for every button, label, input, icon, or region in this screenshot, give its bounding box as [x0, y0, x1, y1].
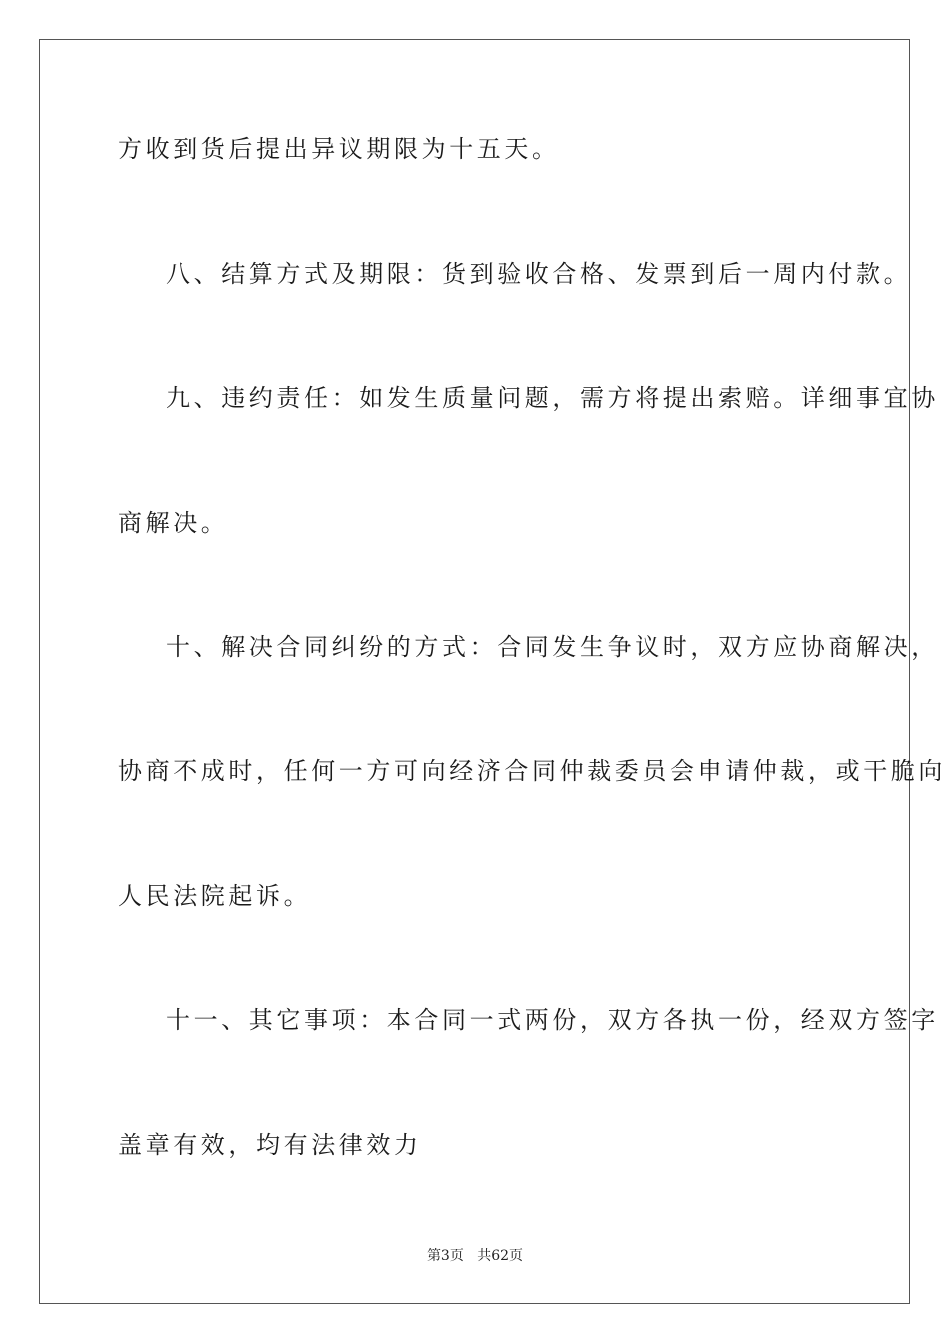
clause-10-line-1: 十、解决合同纠纷的方式：合同发生争议时，双方应协商解决，: [166, 633, 939, 661]
clause-11-line-1: 十一、其它事项：本合同一式两份，双方各执一份，经双方签字: [166, 1006, 939, 1034]
total-pages: 共62页: [477, 1248, 524, 1264]
clause-9-line-2: 商解决。: [118, 509, 229, 537]
clause-11-line-2: 盖章有效，均有法律效力: [118, 1131, 422, 1159]
page-number: 第3页: [426, 1248, 464, 1264]
page-footer: [0, 1246, 950, 1266]
clause-10-line-3: 人民法院起诉。: [118, 882, 312, 910]
clause-10-line-2: 协商不成时，任何一方可向经济合同仲裁委员会申请仲裁，或干脆向: [118, 757, 946, 785]
clause-9-line-1: 九、违约责任：如发生质量问题，需方将提出索赔。详细事宜协: [166, 384, 939, 412]
clause-8-line: 八、结算方式及期限：货到验收合格、发票到后一周内付款。: [166, 260, 912, 288]
page-border: [39, 39, 946, 1304]
text-line-1: 方收到货后提出异议期限为十五天。: [118, 135, 560, 163]
